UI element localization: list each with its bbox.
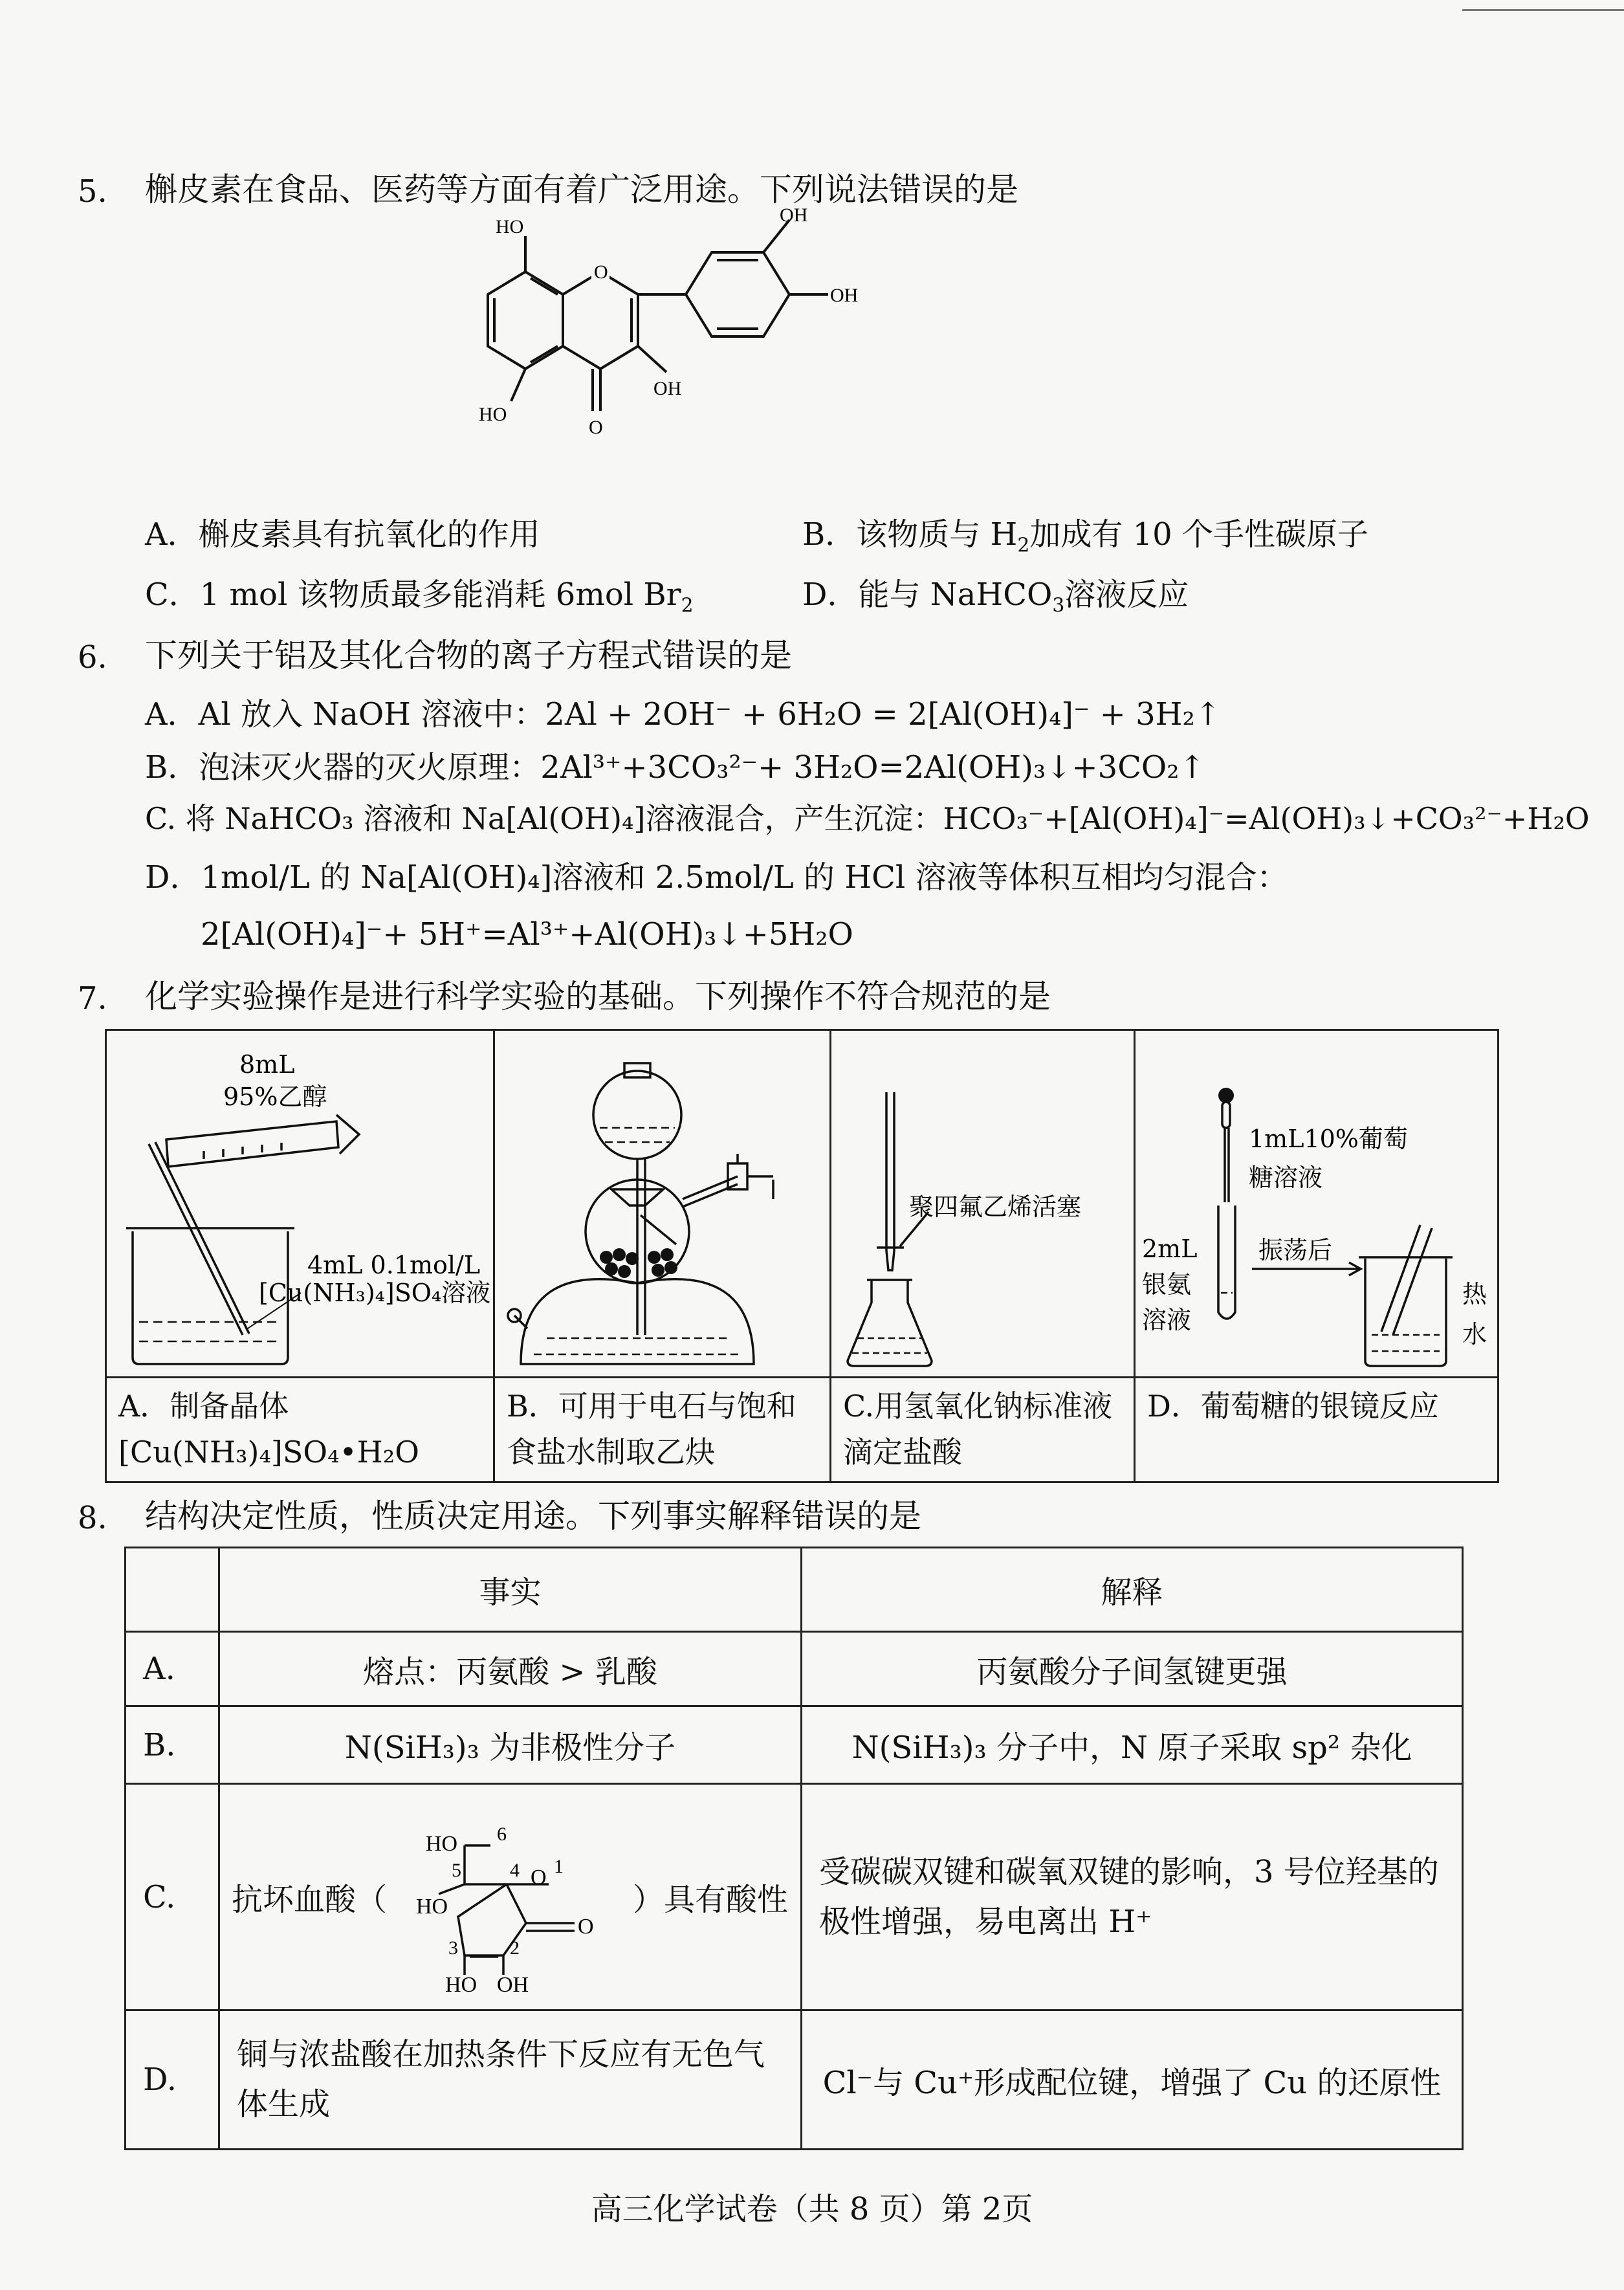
svg-text:3: 3	[448, 1937, 459, 1959]
header-blank	[126, 1548, 219, 1632]
q6-option-c[interactable]: C. 将 NaHCO₃ 溶液和 Na[Al(OH)₄]溶液混合，产生沉淀：HCO₃⁻+[Al(OH)₄]⁻=Al(OH)₃↓+CO₃²⁻+H₂O	[145, 801, 1590, 836]
q7-figure-c	[831, 1030, 1135, 1378]
q7-caption-a[interactable]: A．制备晶体 [Cu(NH₃)₄]SO₄•H₂O	[106, 1378, 494, 1482]
svg-text:[Cu(NH₃)₄]SO₄溶液: [Cu(NH₃)₄]SO₄溶液	[259, 1279, 491, 1307]
q6-option-b[interactable]: B．泡沫灭火器的灭火原理：2Al³⁺+3CO₃²⁻+ 3H₂O=2Al(OH)₃↓+3CO₂↑	[145, 749, 1205, 786]
q7-number: 7.	[78, 980, 107, 1017]
svg-text:6: 6	[497, 1823, 507, 1845]
ascorbic-acid-structure	[387, 1800, 633, 1994]
svg-text:溶液: 溶液	[1142, 1306, 1192, 1334]
table-row[interactable]	[126, 2010, 1463, 2150]
oh-label-r2: OH	[830, 285, 859, 306]
svg-text:1: 1	[554, 1855, 564, 1877]
q7-stem: 化学实验操作是进行科学实验的基础。下列操作不符合规范的是	[145, 978, 1051, 1015]
oh-label-bottom: OH	[653, 378, 682, 399]
row-label: B.	[126, 1706, 219, 1784]
table-header-row	[126, 1548, 1463, 1632]
svg-text:8mL: 8mL	[239, 1050, 295, 1079]
q5-option-c[interactable]: C．1 mol 该物质最多能消耗 6mol $Br_2$	[145, 577, 694, 617]
q6-option-d-line1[interactable]: D．1mol/L 的 Na[Al(OH)₄]溶液和 2.5mol/L 的 HCl 溶液等体积互相均匀混合：	[145, 859, 1288, 896]
svg-text:HO: HO	[445, 1972, 477, 1994]
svg-text:O: O	[531, 1865, 547, 1889]
q5-option-b[interactable]: B．该物质与 $H_2$加成有 10 个手性碳原子	[802, 516, 1368, 557]
svg-text:OH: OH	[497, 1972, 529, 1994]
svg-text:1mL10%葡萄: 1mL10%葡萄	[1249, 1125, 1408, 1153]
fact-suffix: ）具有酸性	[633, 1882, 789, 1918]
svg-text:95%乙醇: 95%乙醇	[223, 1083, 327, 1111]
svg-text:4: 4	[510, 1859, 520, 1881]
row-reason: 受碳碳双键和碳氧双键的影响，3 号位羟基的极性增强，易电离出 H⁺	[802, 1784, 1463, 2010]
row-reason: N(SiH₃)₃ 分子中，N 原子采取 sp² 杂化	[802, 1706, 1463, 1784]
svg-text:HO: HO	[426, 1831, 458, 1856]
q7-caption-c[interactable]: C.用氢氧化钠标准液滴定盐酸	[831, 1378, 1135, 1482]
svg-text:2: 2	[510, 1937, 520, 1959]
q6-option-a[interactable]: A．Al 放入 NaOH 溶液中：2Al + 2OH⁻ + 6H₂O = 2[Al(OH)₄]⁻ + 3H₂↑	[145, 696, 1221, 732]
row-reason: 丙氨酸分子间氢键更强	[802, 1632, 1463, 1706]
silver-mirror-diagram	[1136, 1031, 1499, 1374]
row-label: A.	[126, 1632, 219, 1706]
kipp-apparatus-diagram	[495, 1031, 831, 1374]
svg-text:水: 水	[1462, 1320, 1487, 1349]
q8-stem: 结构决定性质，性质决定用途。下列事实解释错误的是	[145, 1497, 921, 1535]
row-label: C.	[126, 1784, 219, 2010]
page-footer: 高三化学试卷（共 8 页）第 2页	[591, 2191, 1033, 2227]
q6-number: 6.	[78, 639, 107, 676]
ho-label-left: HO	[479, 404, 507, 425]
table-row[interactable]	[126, 1706, 1463, 1784]
svg-text:糖溶液: 糖溶液	[1249, 1163, 1323, 1192]
q8-table	[124, 1547, 1464, 2150]
q8-number: 8.	[78, 1500, 107, 1536]
carbonyl-o-label: O	[589, 417, 603, 438]
fact-prefix: 抗坏血酸（	[232, 1882, 388, 1918]
header-fact: 事实	[219, 1548, 802, 1632]
svg-text:热: 热	[1462, 1280, 1487, 1308]
ring-oxygen-label: O	[594, 261, 608, 283]
table-row[interactable]	[126, 1632, 1463, 1706]
q7-figure-a	[106, 1030, 494, 1378]
svg-text:5: 5	[452, 1859, 462, 1881]
row-reason: Cl⁻与 Cu⁺形成配位键，增强了 Cu 的还原性	[802, 2010, 1463, 2150]
q6-stem: 下列关于铝及其化合物的离子方程式错误的是	[145, 637, 792, 674]
q5-number: 5.	[78, 173, 107, 210]
row-label: D.	[126, 2010, 219, 2150]
q7-caption-d[interactable]: D．葡萄糖的银镜反应	[1135, 1378, 1498, 1482]
svg-text:振荡后: 振荡后	[1258, 1236, 1333, 1264]
row-fact: 熔点：丙氨酸 > 乳酸	[219, 1632, 802, 1706]
q7-options-grid	[105, 1029, 1499, 1483]
ho-label-top: HO	[496, 216, 524, 237]
table-row[interactable]	[126, 1784, 1463, 2010]
q7-figure-d	[1135, 1030, 1498, 1378]
svg-text:HO: HO	[416, 1894, 448, 1919]
q5-option-a[interactable]: A．槲皮素具有抗氧化的作用	[145, 516, 540, 553]
header-reason: 解释	[802, 1548, 1463, 1632]
q5-stem: 槲皮素在食品、医药等方面有着广泛用途。下列说法错误的是	[145, 171, 1018, 208]
row-fact: 铜与浓盐酸在加热条件下反应有无色气体生成	[219, 2010, 802, 2150]
svg-text:聚四氟乙烯活塞: 聚四氟乙烯活塞	[909, 1193, 1082, 1221]
oh-label-r1: OH	[780, 207, 808, 226]
quercetin-structure	[453, 207, 1009, 511]
q7-caption-b[interactable]: B．可用于电石与饱和食盐水制取乙炔	[494, 1378, 831, 1482]
beaker-pour-diagram	[107, 1031, 495, 1374]
q7-figure-b	[494, 1030, 831, 1378]
burette-titration-diagram	[831, 1031, 1136, 1374]
q5-option-d[interactable]: D．能与 NaHCO$_3$溶液反应	[802, 577, 1189, 617]
row-fact: N(SiH₃)₃ 为非极性分子	[219, 1706, 802, 1784]
svg-text:2mL: 2mL	[1142, 1235, 1198, 1263]
q6-option-d-line2: 2[Al(OH)₄]⁻+ 5H⁺=Al³⁺+Al(OH)₃↓+5H₂O	[201, 916, 853, 952]
row-fact	[219, 1784, 802, 2010]
svg-text:4mL 0.1mol/L: 4mL 0.1mol/L	[307, 1251, 481, 1279]
svg-text:银氨: 银氨	[1142, 1270, 1192, 1299]
svg-text:O: O	[578, 1914, 594, 1939]
scan-edge-line	[1462, 9, 1624, 11]
